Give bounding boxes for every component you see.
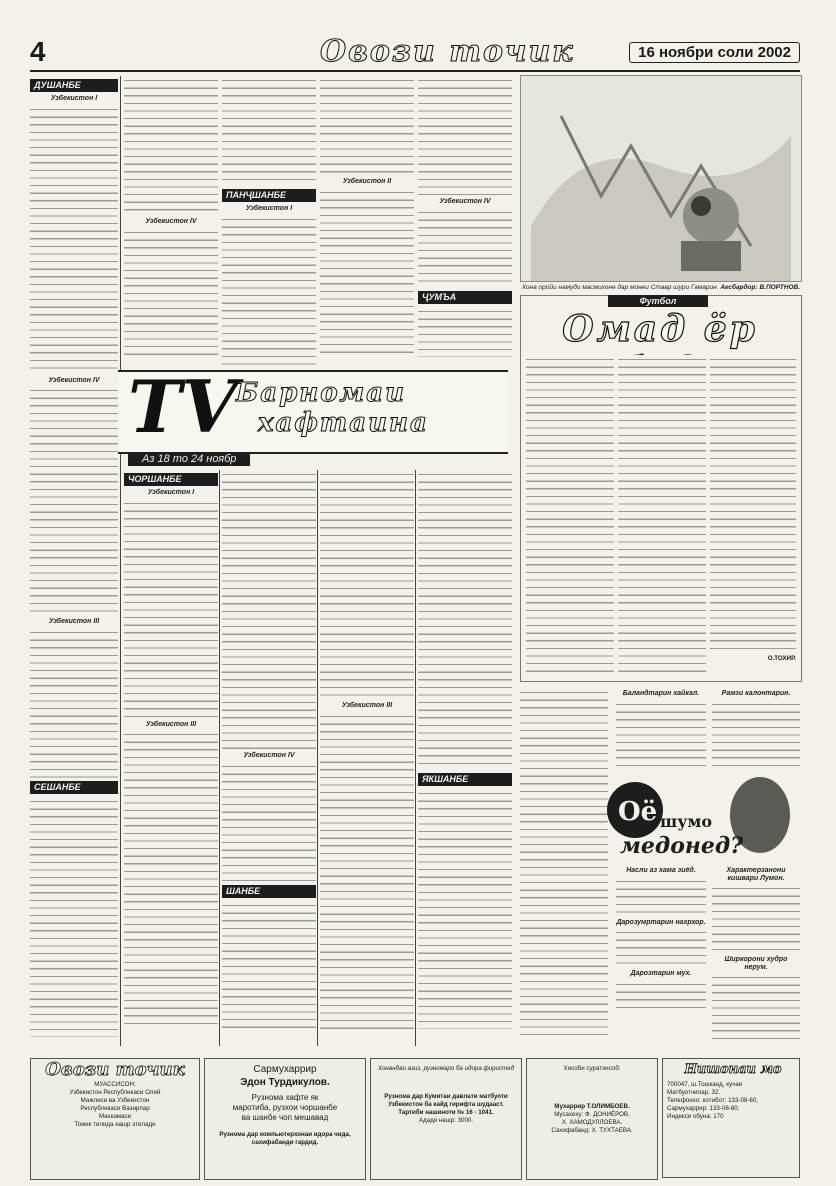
issue-date: 16 ноябри соли 2002 <box>629 42 800 63</box>
text-filler <box>124 76 218 216</box>
ice-photo-illustration <box>521 76 801 281</box>
footer-address-line: Телефонхо: котибот: 133-08-60, <box>667 1097 758 1104</box>
caption-author: Аксбардор: В.ПОРТНОВ. <box>720 284 800 291</box>
footer-founders-line: Тожик тилида нашр этилади <box>74 1121 156 1128</box>
footer-frequency-line: ва шанбе чоп мешавад <box>241 1113 329 1122</box>
ice-photo <box>520 75 802 282</box>
tv-column-4-bottom <box>320 470 414 1046</box>
kids-item-5: Рамзи калонтарин. <box>721 690 791 697</box>
column-rule <box>120 76 121 1046</box>
footer-address-line: Индекси обуна: 170 <box>667 1113 724 1120</box>
day-heading: Узбекистон I <box>50 95 98 102</box>
channel-tag-juma: ҶУМЪА <box>418 291 512 304</box>
text-filler <box>320 712 414 1032</box>
footer-address-title: Нишонаи мо <box>684 1062 782 1077</box>
footer-founders-line: Узбекистон Республикаси Олий <box>69 1089 161 1096</box>
text-filler <box>124 499 218 719</box>
football-col-2 <box>618 355 706 675</box>
kids-item-7: Ширкорони худро нерум. <box>724 956 788 971</box>
text-filler <box>712 884 800 954</box>
kids-col-1 <box>520 688 608 1043</box>
footer-staff-line: Х. ХАМОДУЛЛОЕВА. <box>561 1119 623 1126</box>
page-number: 4 <box>30 36 46 67</box>
column-rule <box>415 470 416 1046</box>
footer-logo: Овози точик <box>45 1059 185 1080</box>
football-author: О.ТОХИР. <box>767 655 796 662</box>
column-rule <box>317 470 318 1046</box>
channel-tag-shanbe: ШАНБЕ <box>222 885 316 898</box>
footer-frequency-line: маротиба, рузхои чоршанбе <box>232 1103 338 1112</box>
text-filler <box>222 901 316 1031</box>
footer-staff-line: Мусахеху: Ф. ДОНИЁРОВ, <box>554 1111 630 1118</box>
tv-logo: TV <box>128 364 238 449</box>
tv-column-5-bottom <box>418 470 512 1046</box>
day-heading: Узбекистон III <box>145 720 197 728</box>
kids-title-bottom: медонед? <box>620 833 744 859</box>
footer-founders-line: МУАССИСОН: <box>94 1081 136 1088</box>
football-col-3 <box>710 355 796 675</box>
text-filler <box>710 355 796 655</box>
day-heading: Узбекистон I <box>147 489 195 496</box>
kids-title-art <box>600 775 800 860</box>
tv-column-1 <box>30 76 118 1046</box>
text-filler <box>418 307 512 357</box>
channel-tag-panjshanbe: ПАНҶШАНБЕ <box>222 189 316 202</box>
tv-column-4-top <box>320 76 414 366</box>
channel-tag-dushanbe: ДУШАНБЕ <box>30 79 118 92</box>
footer-frequency-line: Рузнома хафте як <box>251 1093 319 1102</box>
kids-title-mid: шумо <box>660 812 713 831</box>
tv-column-2-top <box>124 76 218 366</box>
kids-title-top: Оё <box>618 797 658 827</box>
footer-staff-line: Сахифабанд: Х. ТУХТАЕВА. <box>551 1127 633 1134</box>
footer-registration-line: Хонандаи азиз, рузномаро ба идора фиристед <box>377 1065 515 1072</box>
text-filler <box>418 470 512 770</box>
footer-registration-line: Адади нашр: 3000. <box>418 1117 474 1124</box>
footer-editor-title: Сармухаррир <box>253 1064 317 1075</box>
tv-column-3-bottom <box>222 470 316 1046</box>
text-filler <box>712 700 800 770</box>
text-filler <box>616 700 706 770</box>
channel-tag-seshanbe: СЕШАНБЕ <box>30 781 118 794</box>
footer-editor <box>204 1058 366 1180</box>
footer-staff-line: Мухаррир Т.ОЛИМБОЕВ. <box>554 1103 630 1110</box>
kids-item-2: Насли аз хама зиёд. <box>626 867 696 874</box>
text-filler <box>222 76 316 186</box>
photo-caption <box>520 284 800 291</box>
text-filler <box>616 928 706 968</box>
football-tag: Футбол <box>608 295 708 307</box>
channel-tag-chorshanbe: ЧОРШАНБЕ <box>124 473 218 486</box>
newspaper-title: Овози точик <box>320 34 575 69</box>
footer-address-line: Матбуотчилар, 32. <box>667 1089 721 1096</box>
text-filler <box>124 228 218 358</box>
banner-dates: Аз 18 то 24 ноябр <box>128 452 250 466</box>
tv-column-3-top <box>222 76 316 366</box>
kids-col-3-top <box>712 688 800 778</box>
text-filler <box>30 628 118 778</box>
footer-founders-line: Мажлиси ва Узбекистон <box>80 1097 150 1104</box>
banner-line-1: Барномаи <box>236 378 407 408</box>
text-filler <box>222 470 316 750</box>
channel-tag-yakshanbe: ЯКШАНБЕ <box>418 773 512 786</box>
footer-founders-line: Махкамаси <box>98 1113 132 1120</box>
banner-line-2: хафтаина <box>258 408 429 438</box>
footer-founders <box>30 1058 200 1180</box>
kids-title-graphic <box>600 775 800 860</box>
text-filler <box>418 789 512 1029</box>
text-filler <box>320 188 414 358</box>
day-heading: Узбекистон IV <box>145 218 197 225</box>
day-heading: Узбекистон IV <box>48 376 100 384</box>
text-filler <box>222 762 316 882</box>
tv-program-banner <box>118 364 508 465</box>
text-filler <box>418 208 512 288</box>
footer-address-line: 700047, ш.Тошканд, кучаи <box>667 1081 743 1088</box>
footer-registration-line: Рузнома дар Кумитаи давлати матбуоти <box>384 1093 508 1100</box>
text-filler <box>526 355 614 673</box>
text-filler <box>30 105 118 375</box>
day-heading: Узбекистон III <box>341 702 393 709</box>
day-heading: Узбекистон II <box>342 178 392 185</box>
kids-item-1: Баландтарин хайкал. <box>622 690 700 697</box>
kids-col-3-bottom <box>712 865 800 1043</box>
football-col-1 <box>526 355 614 675</box>
footer-registration-line: Узбекистон ба кайд гирифта шудааст. <box>388 1101 504 1108</box>
text-filler <box>616 877 706 917</box>
day-heading: Узбекистон I <box>245 205 293 212</box>
kids-item-6: Характерзанони кишвари Лумон. <box>726 867 786 882</box>
footer-layout-note: Рузнома дар компьютерхонаи идора чида, сахифабанди гардид. <box>219 1131 351 1146</box>
footer-address <box>662 1058 800 1178</box>
text-filler <box>320 76 414 176</box>
text-filler <box>618 355 706 673</box>
kids-col-2-top <box>616 688 706 778</box>
text-filler <box>30 797 118 1037</box>
tv-column-5-top <box>418 76 512 366</box>
footer-editor-name: Эдон Турдикулов. <box>240 1077 330 1088</box>
tv-column-2-bottom <box>124 470 218 1046</box>
text-filler <box>520 688 608 1038</box>
text-filler <box>712 973 800 1043</box>
footer-registration-line: Тартиби нашиноти № 16 - 1041. <box>398 1109 494 1116</box>
text-filler <box>222 215 316 365</box>
text-filler <box>30 386 118 616</box>
text-filler <box>616 980 706 1010</box>
caption-text: Хона оройи намуди масмихоне дар монеи Ставр шури Гамарин. <box>521 284 719 291</box>
text-filler <box>320 470 414 700</box>
day-heading: Узбекистон IV <box>243 752 295 759</box>
footer-founders-line: Республикаси Вазирлар <box>80 1105 150 1112</box>
footer-staff-line: Хисоби суратхисоб: <box>563 1065 621 1072</box>
day-heading: Узбекистон III <box>48 618 100 626</box>
text-filler <box>418 76 512 196</box>
page-header <box>30 34 800 72</box>
kids-item-4: Дарозтарин мух. <box>630 970 692 978</box>
football-title: Омад ёр <box>562 308 758 350</box>
kids-item-3: Дарозумртарин нахрхор. <box>616 918 706 926</box>
column-rule <box>219 470 220 1046</box>
footer-staff <box>526 1058 658 1180</box>
footer-registration <box>370 1058 522 1180</box>
day-heading: Узбекистон IV <box>439 198 491 205</box>
footer-address-line: Сармухаррир: 133-08-60. <box>667 1105 740 1112</box>
text-filler <box>124 730 218 1030</box>
kids-col-2-bottom <box>616 865 706 1043</box>
